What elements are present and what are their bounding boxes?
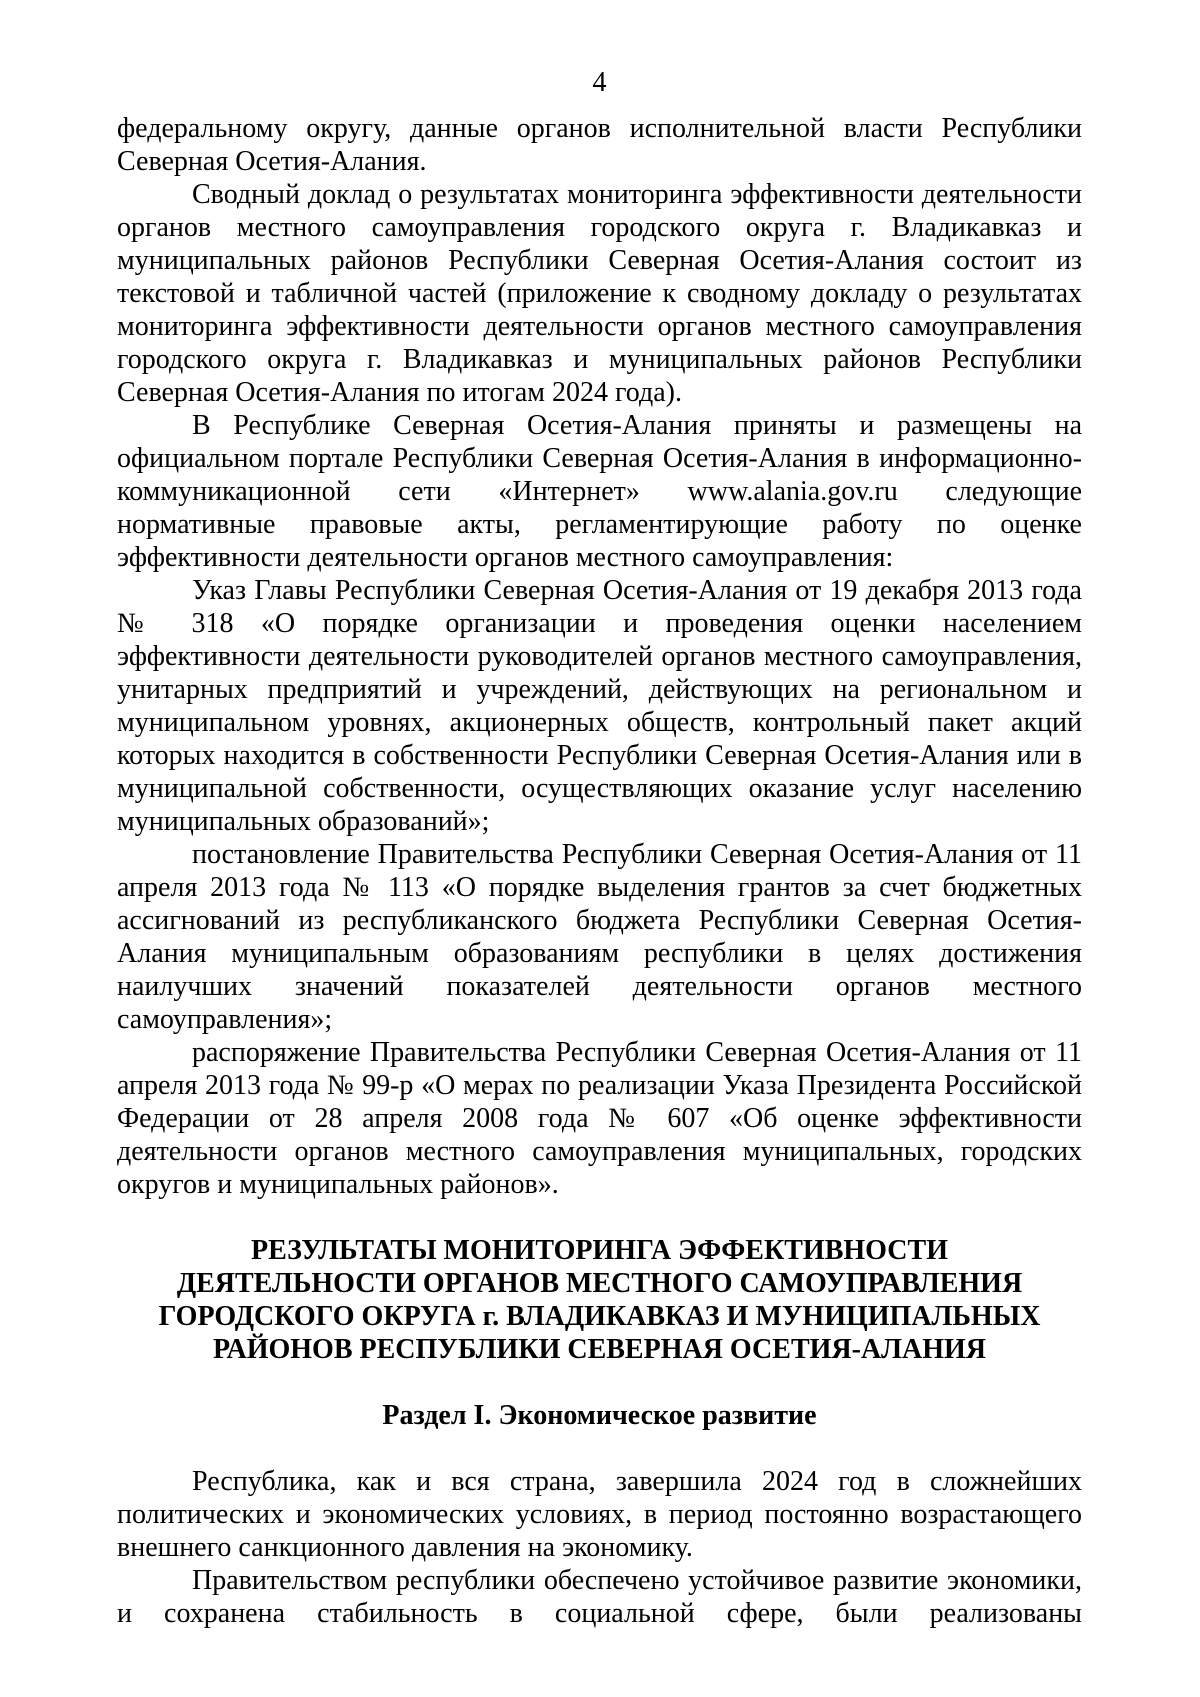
paragraph: Сводный доклад о результатах мониторинга эффективности деятельности органов местного самоуправления городского округа г. Владикавказ и муниципальных районов Республики Северная Осетия-Алания состоит из текстовой и табличной частей (приложение к сводному докладу о результатах мониторинга эффективности деятельности органов местного самоуправления городского округа г. Владикавказ и муниципальных районов Республики Северная Осетия-Алания по итогам 2024 года). bbox=[117, 179, 1082, 408]
main-heading-line: ГОРОДСКОГО ОКРУГА г. ВЛАДИКАВКАЗ И МУНИЦИПАЛЬНЫХ bbox=[158, 1301, 1041, 1332]
main-heading bbox=[117, 1234, 1082, 1366]
main-heading-line: РЕЗУЛЬТАТЫ МОНИТОРИНГА ЭФФЕКТИВНОСТИ bbox=[251, 1235, 948, 1266]
paragraph: федеральному округу, данные органов исполнительной власти Республики Северная Осетия-Алания. bbox=[117, 113, 1082, 177]
closing-text-block bbox=[117, 1465, 1082, 1630]
paragraph: Указ Главы Республики Северная Осетия-Алания от 19 декабря 2013 года № 318 «О порядке организации и проведения оценки населением эффективности деятельности руководителей органов местного самоуправления, унитарных предприятий и учреждений, действующих на региональном и муниципальном уровнях, акционерных обществ, контрольный пакет акций которых находится в собственности Республики Северная Осетия-Алания или в муниципальной собственности, осуществляющих оказание услуг населению муниципальных образований»; bbox=[117, 575, 1082, 837]
paragraph: Правительством республики обеспечено устойчивое развитие экономики, и сохранена стабильность в социальной сфере, были реализованы bbox=[117, 1565, 1082, 1629]
main-heading-line: ДЕЯТЕЛЬНОСТИ ОРГАНОВ МЕСТНОГО САМОУПРАВЛЕНИЯ bbox=[176, 1268, 1023, 1299]
page-number: 4 bbox=[592, 67, 607, 98]
main-heading-line: РАЙОНОВ РЕСПУБЛИКИ СЕВЕРНАЯ ОСЕТИЯ-АЛАНИЯ bbox=[212, 1334, 987, 1365]
section-heading: Раздел I. Экономическое развитие bbox=[382, 1400, 817, 1431]
page-content bbox=[117, 0, 1082, 1630]
paragraph: постановление Правительства Республики Северная Осетия-Алания от 11 апреля 2013 года № 113 «О порядке выделения грантов за счет бюджетных ассигнований из республиканского бюджета Республики Северная Осетия-Алания муниципальным образованиям республики в целях достижения наилучших значений показателей деятельности органов местного самоуправления»; bbox=[117, 839, 1082, 1035]
paragraph: Республика, как и вся страна, завершила 2024 год в сложнейших политических и экономических условиях, в период постоянно возрастающего внешнего санкционного давления на экономику. bbox=[117, 1466, 1082, 1563]
paragraph: В Республике Северная Осетия-Алания приняты и размещены на официальном портале Республики Северная Осетия-Алания в информационно-коммуникационной сети «Интернет» www.alania.gov.ru следующие нормативные правовые акты, регламентирующие работу по оценке эффективности деятельности органов местного самоуправления: bbox=[117, 410, 1082, 573]
paragraph: распоряжение Правительства Республики Северная Осетия-Алания от 11 апреля 2013 года № 99-р «О мерах по реализации Указа Президента Российской Федерации от 28 апреля 2008 года № 607 «Об оценке эффективности деятельности органов местного самоуправления муниципальных, городских округов и муниципальных районов». bbox=[117, 1037, 1082, 1200]
body-text-block bbox=[117, 112, 1082, 1201]
